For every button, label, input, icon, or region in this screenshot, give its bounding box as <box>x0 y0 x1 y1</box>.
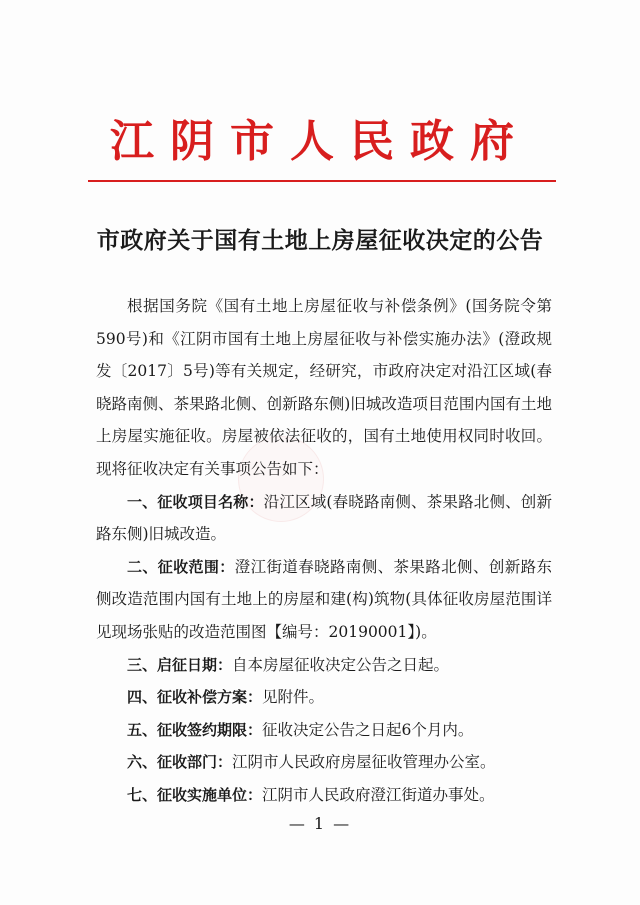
item-text: 澄江街道春晓路南侧、茶果路北侧、创新路东侧改造范围内国有土地上的房屋和建(构)筑物(具体征收房屋范围详见现场张贴的改造范围图【编号：20190001】)。 <box>96 557 552 641</box>
item-signing-period <box>96 714 552 747</box>
item-label: 六、征收部门： <box>127 753 233 772</box>
item-text: 江阴市人民政府房屋征收管理办公室。 <box>232 753 496 772</box>
item-label: 一、征收项目名称： <box>127 492 264 511</box>
item-compensation-plan <box>96 681 552 714</box>
document-body <box>96 290 552 812</box>
item-scope <box>96 551 552 649</box>
page-number: — 1 — <box>288 814 352 833</box>
item-label: 四、征收补偿方案： <box>127 688 263 707</box>
item-implementing-unit <box>96 779 552 812</box>
item-text: 沿江区域(春晓路南侧、茶果路北侧、创新路东侧)旧城改造。 <box>96 492 552 544</box>
item-text: 见附件。 <box>262 688 325 707</box>
item-label: 三、启征日期： <box>127 655 233 674</box>
letterhead-red-rule <box>88 180 556 182</box>
item-text: 自本房屋征收决定公告之日起。 <box>232 655 450 674</box>
item-project-name <box>96 486 552 551</box>
item-label: 七、征收实施单位： <box>127 785 263 804</box>
item-text: 征收决定公告之日起6个月内。 <box>262 720 474 739</box>
letterhead-org-name: 江阴市人民政府 <box>110 116 530 167</box>
document-title: 市政府关于国有土地上房屋征收决定的公告 <box>96 227 544 254</box>
item-label: 五、征收签约期限： <box>127 720 263 739</box>
item-department <box>96 746 552 779</box>
item-label: 二、征收范围： <box>127 557 235 576</box>
item-start-date <box>96 649 552 682</box>
intro-paragraph: 根据国务院《国有土地上房屋征收与补偿条例》(国务院令第590号)和《江阴市国有土地上房屋征收与补偿实施办法》(澄政规发〔2017〕5号)等有关规定，经研究，市政府决定对沿江区域(春晓路南侧、茶果路北侧、创新路东侧)旧城改造项目范围内国有土地上房屋实施征收。房屋被依法征收的，国有土地使用权同时收回。现将征收决定有关事项公告如下： <box>96 297 552 478</box>
item-text: 江阴市人民政府澄江街道办事处。 <box>262 785 495 804</box>
